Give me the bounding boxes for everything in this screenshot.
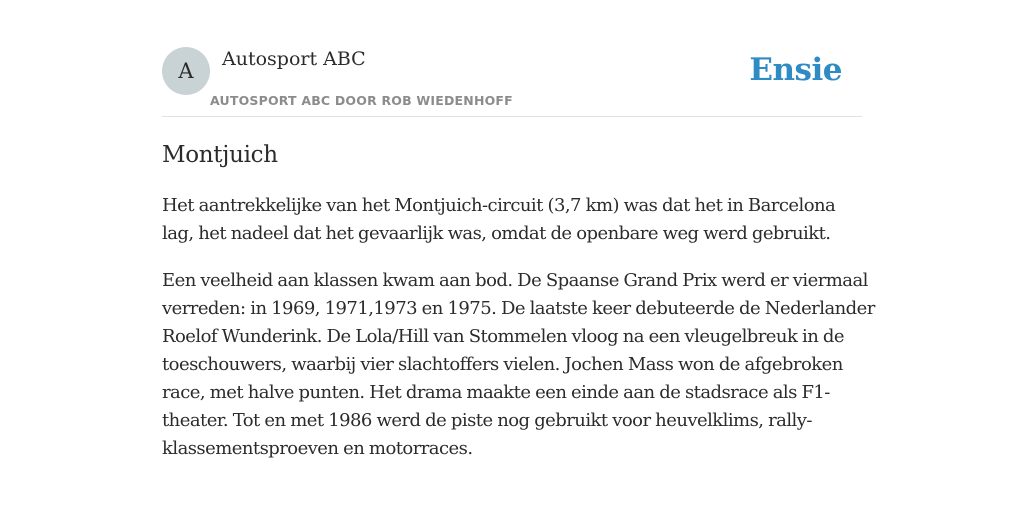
byline: AUTOSPORT ABC DOOR ROB WIEDENHOFF — [210, 93, 513, 108]
paragraph-line: race, met halve punten. Het drama maakte een einde aan de stadsrace als F1- — [162, 382, 830, 403]
paragraph-line: Het aantrekkelijke van het Montjuich-circuit (3,7 km) was dat het in Barcelona — [162, 195, 836, 216]
article-header — [162, 46, 862, 117]
paragraph-line: toeschouwers, waarbij vier slachtoffers vielen. Jochen Mass won de afgebroken — [162, 354, 843, 375]
article-paragraph-2 — [162, 267, 875, 463]
paragraph-line: verreden: in 1969, 1971,1973 en 1975. De laatste keer debuteerde de Nederlander — [162, 298, 875, 319]
author-name-link[interactable]: Autosport ABC — [222, 48, 366, 70]
ensie-logo[interactable]: Ensie — [749, 52, 842, 88]
paragraph-line: lag, het nadeel dat het gevaarlijk was, omdat de openbare weg werd gebruikt. — [162, 223, 831, 244]
paragraph-line: klassementsproeven en motorraces. — [162, 438, 473, 459]
paragraph-line: Roelof Wunderink. De Lola/Hill van Stommelen vloog na een vleugelbreuk in de — [162, 326, 844, 347]
article-paragraph-1 — [162, 192, 862, 248]
paragraph-line: Een veelheid aan klassen kwam aan bod. De Spaanse Grand Prix werd er viermaal — [162, 270, 868, 291]
article-title: Montjuich — [162, 142, 278, 168]
paragraph-line: theater. Tot en met 1986 werd de piste nog gebruikt voor heuvelklims, rally- — [162, 410, 812, 431]
author-avatar[interactable]: A — [162, 47, 210, 95]
